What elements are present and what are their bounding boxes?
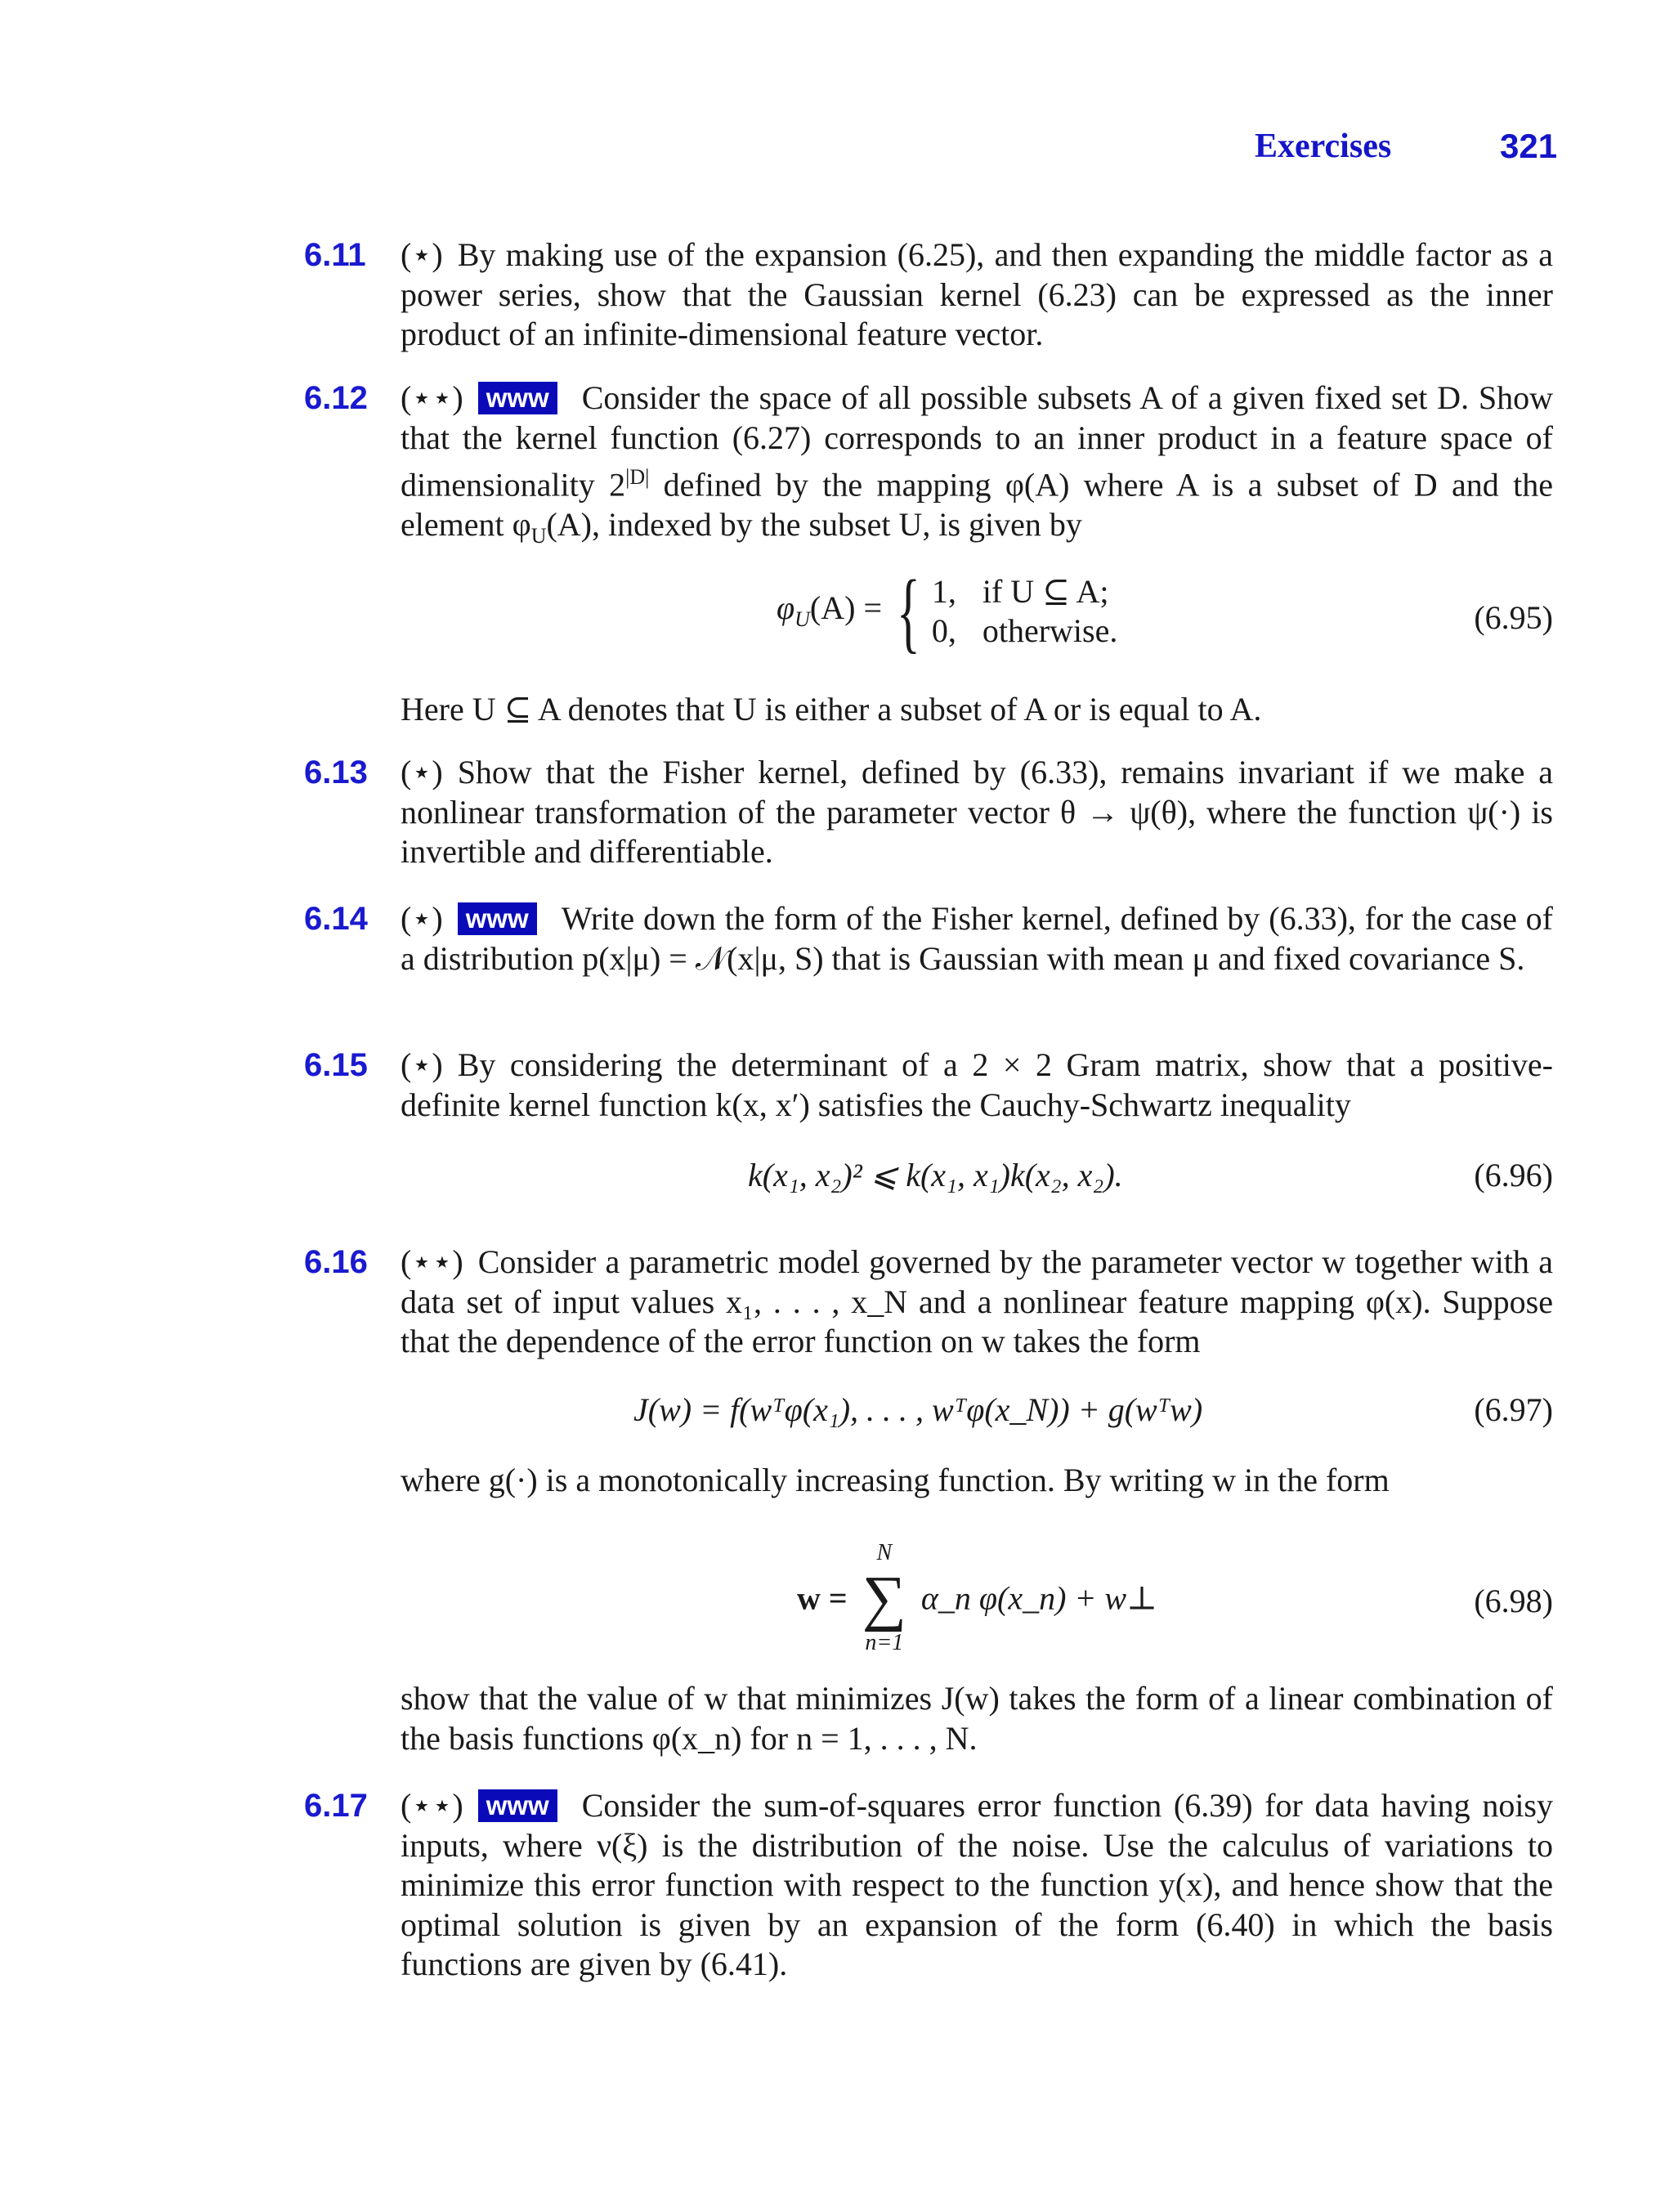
difficulty-stars: (⋆⋆) — [401, 1243, 463, 1280]
exercise-body — [401, 1786, 1553, 1985]
difficulty-stars: (⋆) — [401, 236, 443, 273]
equation-body — [777, 562, 1118, 661]
equation-lhs-rest: (A) = — [809, 589, 883, 627]
exercise-number: 6.17 — [304, 1788, 368, 1824]
exercise-text-end: (A), indexed by the subset U, is given by — [546, 505, 1082, 543]
left-brace: { — [896, 562, 920, 661]
running-head — [0, 127, 1674, 176]
case2-condition: otherwise. — [982, 612, 1118, 649]
exercise-text: Consider a parametric model governed by the parameter vector w together with a data set of input values x₁, . . . , x_N and a nonlinear feature mapping φ(x). Suppose that the dependence of the error function on w takes the form — [401, 1243, 1553, 1359]
equation-lhs: w = — [797, 1579, 848, 1617]
exercise-body — [401, 378, 1553, 556]
www-solution-badge[interactable]: www — [458, 902, 537, 935]
exercise-number: 6.12 — [304, 380, 368, 416]
exercise-text: Consider the sum-of-squares error function (6.39) for data having noisy inputs, where ν(ξ) is the distribution of the noise. Use the calculus of variations to minimize this error function with respect to the function y(x), and hence show that the optimal solution is given by an expansion of the form (6.40) in which the basis functions are given by (6.41). — [401, 1787, 1553, 1982]
exercise-text: Consider the space of all possible subsets A of a given fixed set D. Show that the kernel function (6.27) corresponds to an inner product in a feature space of dimensionality 2 — [401, 379, 1553, 504]
difficulty-stars: (⋆) — [401, 900, 443, 937]
exercise-number: 6.16 — [304, 1244, 368, 1280]
exercise-text-middle — [401, 1461, 1553, 1501]
equation-lhs-sub: U — [794, 607, 810, 632]
equation-rhs: α_n φ(x_n) + w⊥ — [920, 1579, 1157, 1617]
exponent: |D| — [625, 465, 650, 489]
exercise-text: By considering the determinant of a 2 × 2 Gram matrix, show that a positive-definite kernel function k(x, x′) satisfies the Cauchy-Schwartz inequality — [401, 1046, 1553, 1123]
difficulty-stars: (⋆⋆) — [401, 379, 463, 416]
equation-label: (6.95) — [1474, 599, 1553, 636]
exercise-number: 6.13 — [304, 754, 368, 790]
exercise-text: By making use of the expansion (6.25), and then expanding the middle factor as a power series, show that the Gaussian kernel (6.23) can be expressed as the inner product of an infinite-dimensional feature vector. — [401, 236, 1553, 352]
difficulty-stars: (⋆) — [401, 1046, 443, 1083]
equation-cases — [932, 572, 1118, 651]
exercise-text-after — [401, 1679, 1553, 1758]
equation-label: (6.96) — [1474, 1157, 1553, 1193]
exercise-number: 6.14 — [304, 901, 368, 937]
exercise-body — [401, 753, 1553, 872]
exercise-number: 6.15 — [304, 1047, 368, 1083]
www-solution-badge[interactable]: www — [478, 382, 557, 414]
difficulty-stars: (⋆) — [401, 754, 443, 790]
subscript: U — [530, 523, 547, 548]
exercise-body — [401, 1243, 1553, 1362]
sigma-symbol: ∑ — [862, 1564, 906, 1632]
summation — [862, 1537, 906, 1659]
sum-lower-limit: n=1 — [865, 1630, 904, 1655]
case1-value: 1, — [931, 573, 956, 610]
difficulty-stars: (⋆⋆) — [401, 1787, 463, 1824]
case2-value: 0, — [931, 612, 956, 649]
text-after-equation: show that the value of w that minimizes J(w) takes the form of a linear combination of the basis functions φ(x_n) for n = 1, . . . , N. — [401, 1680, 1553, 1757]
equation-expression: k(x₁, x₂)² ⩽ k(x₁, x₁)k(x₂, x₂). — [748, 1157, 1123, 1193]
exercise-body — [401, 235, 1553, 355]
exercise-number: 6.11 — [304, 237, 366, 273]
section-title: Exercises — [1255, 128, 1392, 165]
text-after-equation: Here U ⊆ A denotes that U is either a subset of A or is equal to A. — [401, 691, 1262, 728]
exercise-text-cont: defined by the mapping φ(A) where A is a subset of D and the element φ — [401, 466, 1553, 543]
text-between-equations: where g(·) is a monotonically increasing function. By writing w in the form — [401, 1462, 1390, 1498]
equation-expression: J(w) = f(wᵀφ(x₁), . . . , wᵀφ(x_N)) + g(wᵀw) — [633, 1391, 1203, 1428]
equation-body — [797, 1537, 1157, 1659]
case1-condition: if U ⊆ A; — [982, 573, 1109, 610]
exercise-body — [401, 899, 1553, 978]
equation-label: (6.98) — [1474, 1583, 1553, 1619]
equation-lhs: φ — [777, 589, 795, 627]
www-solution-badge[interactable]: www — [478, 1789, 557, 1822]
equation-label: (6.97) — [1474, 1391, 1553, 1428]
exercise-text: Show that the Fisher kernel, defined by (6.33), remains invariant if we make a nonlinear transformation of the parameter vector θ → ψ(θ), where the function ψ(·) is invertible and differentiable. — [401, 754, 1553, 870]
exercise-text: Write down the form of the Fisher kernel, defined by (6.33), for the case of a distribution p(x|μ) = 𝒩(x|μ, S) that is Gaussian with mean μ and fixed covariance S. — [401, 900, 1553, 977]
page-number: 321 — [1500, 127, 1558, 165]
sum-upper-limit: N — [876, 1540, 893, 1565]
exercise-body — [401, 1046, 1553, 1125]
exercise-text-after — [401, 690, 1553, 730]
